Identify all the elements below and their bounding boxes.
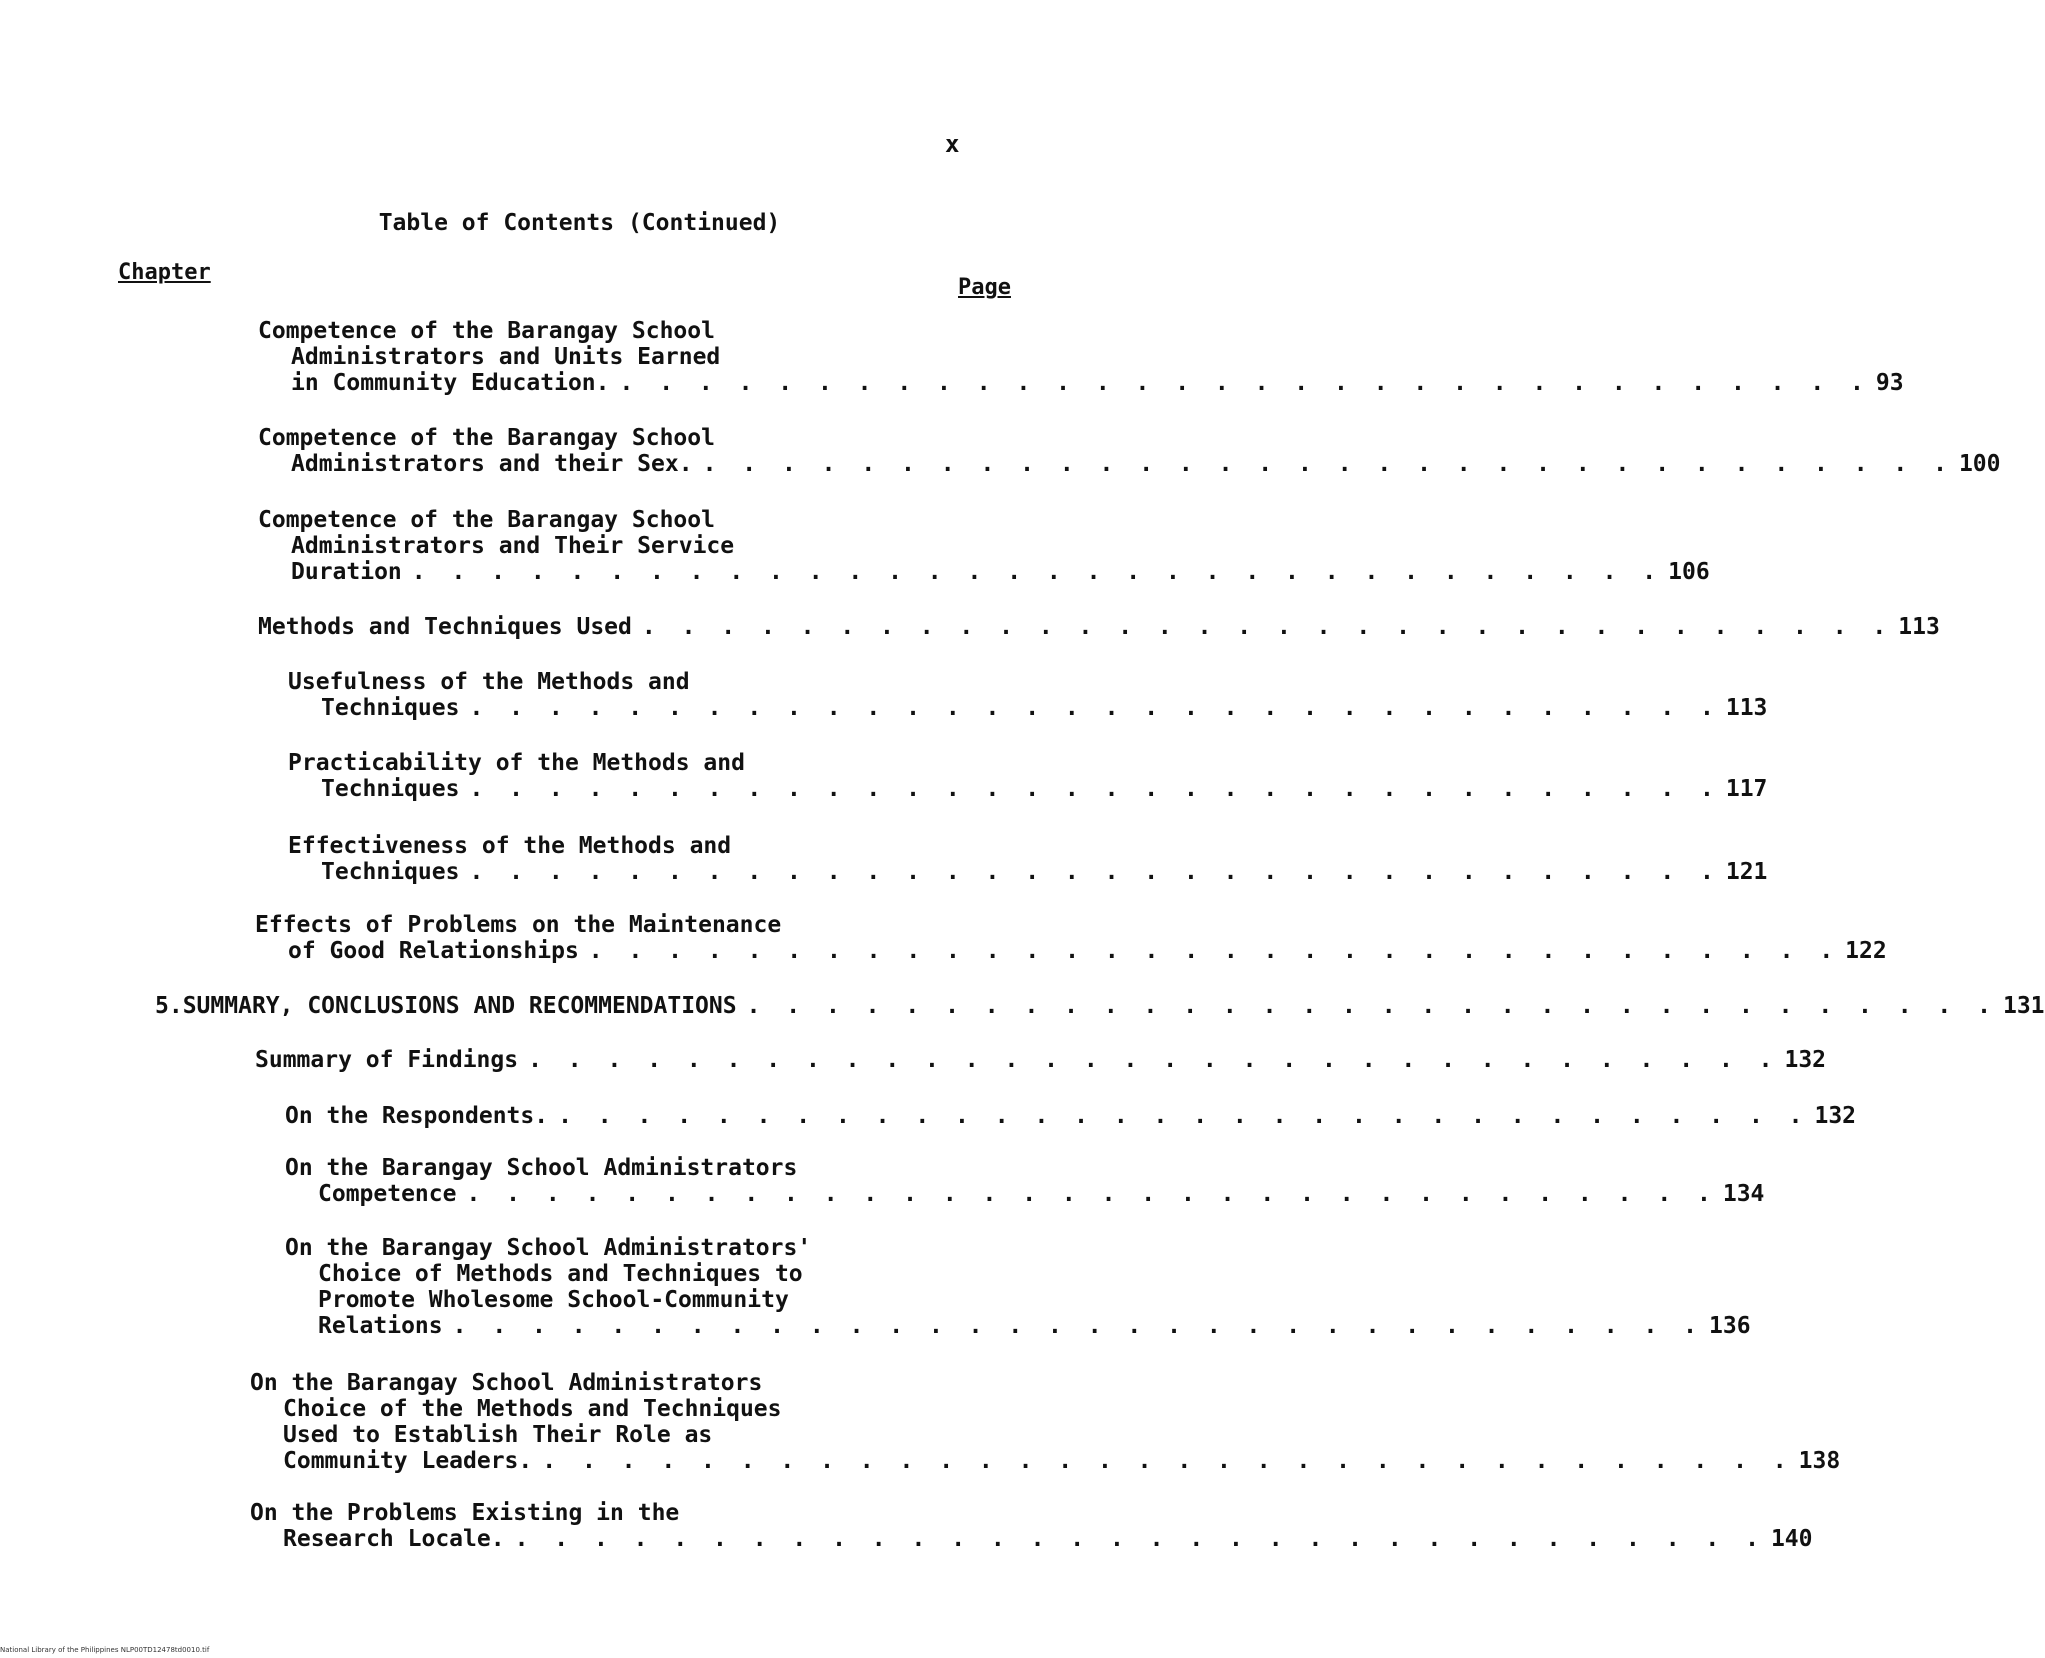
toc-page-number: 132 (1814, 1103, 1857, 1129)
dot-leader: . . . . . . . . . . . . . . . . . . . . . . . . . . . . . . . . (466, 1181, 1717, 1207)
toc-entry-line: Competence of the Barangay School (258, 318, 715, 344)
toc-entry (250, 1500, 1813, 1552)
toc-entry-last-line (285, 1103, 1857, 1129)
toc-entry-line: in Community Education. (291, 370, 610, 396)
toc-entry-line: Methods and Techniques Used (258, 614, 632, 640)
toc-entry-line: Choice of the Methods and Techniques (283, 1396, 782, 1422)
toc-entry (285, 1235, 1751, 1339)
toc-entry-line: Effects of Problems on the Maintenance (255, 912, 782, 938)
toc-page-number: 122 (1845, 938, 1887, 964)
toc-page-number: 140 (1770, 1526, 1813, 1552)
dot-leader: . . . . . . . . . . . . . . . . . . . . . . . . . . . . . . . . (746, 993, 1997, 1019)
toc-entry-last-line (258, 451, 2001, 477)
toc-entry-last-line (288, 859, 1768, 885)
toc-page-number: 93 (1875, 370, 1904, 396)
dot-leader: . . . . . . . . . . . . . . . . . . . . . . . . . . . . . . . . (411, 559, 1663, 585)
toc-entry (258, 425, 2001, 477)
toc-page-number: 136 (1709, 1313, 1751, 1339)
toc-entry-line: Techniques (321, 695, 460, 721)
toc-entry-line: On the Barangay School Administrators (250, 1370, 763, 1396)
toc-entry-last-line (288, 776, 1768, 802)
chapter-number: 5. (155, 993, 183, 1019)
toc-entry-line: of Good Relationships (288, 938, 579, 964)
toc-page-number: 113 (1898, 614, 1940, 640)
toc-entry (258, 614, 1940, 640)
toc-entry-line: Competence of the Barangay School (258, 507, 715, 533)
toc-entry-last-line (288, 695, 1768, 721)
toc-entry-last-line (258, 559, 1710, 585)
toc-page-number: 132 (1784, 1047, 1827, 1073)
dot-leader: . . . . . . . . . . . . . . . . . . . . . . . . . . . . . . . . (702, 451, 1953, 477)
toc-entry-last-line (255, 938, 1887, 964)
scan-footer: National Library of the Philippines NLP00TD12478td0010.tif (0, 1646, 210, 1654)
toc-entry (258, 318, 1904, 396)
toc-entry-last-line (155, 993, 2045, 1019)
toc-entry-line: Practicability of the Methods and (288, 750, 745, 776)
chapter-column-header: Chapter (118, 260, 211, 285)
toc-entry-line: On the Barangay School Administrators' (285, 1235, 812, 1261)
toc-entry-last-line (285, 1181, 1765, 1207)
dot-leader: . . . . . . . . . . . . . . . . . . . . . . . . . . . . . . . . (469, 859, 1720, 885)
toc-entry-last-line (255, 1047, 1827, 1073)
toc-entry-line: Techniques (321, 859, 460, 885)
toc-entry-line: Research Locale. (283, 1526, 505, 1552)
dot-leader: . . . . . . . . . . . . . . . . . . . . . . . . . . . . . . . . (469, 695, 1720, 721)
toc-entry-line: Administrators and their Sex. (291, 451, 693, 477)
dot-leader: . . . . . . . . . . . . . . . . . . . . . . . . . . . . . . . . (558, 1103, 1809, 1129)
toc-entry-line: Techniques (321, 776, 460, 802)
toc-entry (285, 1103, 1857, 1129)
toc-entry (255, 1047, 1827, 1073)
toc-page-number: 100 (1958, 451, 2001, 477)
toc-page-number: 138 (1798, 1448, 1841, 1474)
toc-entry-last-line (258, 370, 1904, 396)
dot-leader: . . . . . . . . . . . . . . . . . . . . . . . . . . . . . . . . (528, 1047, 1779, 1073)
toc-entry-line: Promote Wholesome School-Community (318, 1287, 789, 1313)
toc-page-number: 106 (1668, 559, 1710, 585)
toc-entry-line: Competence (318, 1181, 457, 1207)
toc-entry (288, 750, 1768, 802)
toc-entry (288, 833, 1768, 885)
toc-entry (285, 1155, 1765, 1207)
dot-leader: . . . . . . . . . . . . . . . . . . . . . . . . . . . . . . . . (542, 1448, 1793, 1474)
toc-entry (250, 1370, 1841, 1474)
toc-entry-line: Competence of the Barangay School (258, 425, 715, 451)
toc-entry (258, 507, 1710, 585)
toc-entry-line: Usefulness of the Methods and (288, 669, 690, 695)
toc-entry-line: Community Leaders. (283, 1448, 533, 1474)
dot-leader: . . . . . . . . . . . . . . . . . . . . . . . . . . . . . . . . (588, 938, 1840, 964)
toc-entry-last-line (250, 1448, 1841, 1474)
toc-entry-line: On the Problems Existing in the (250, 1500, 680, 1526)
toc-entry-line: Choice of Methods and Techniques to (318, 1261, 803, 1287)
toc-entry-last-line (258, 614, 1940, 640)
toc-entry-last-line (285, 1313, 1751, 1339)
toc-chapter-entry (155, 993, 2045, 1019)
toc-page-number: 113 (1725, 695, 1768, 721)
toc-entry-line: Effectiveness of the Methods and (288, 833, 732, 859)
toc-entry-line: Summary of Findings (255, 1047, 519, 1073)
toc-entry-line: Relations (318, 1313, 443, 1339)
dot-leader: . . . . . . . . . . . . . . . . . . . . . . . . . . . . . . . . (641, 614, 1893, 640)
page-number: x (945, 130, 960, 158)
toc-page-number: 117 (1725, 776, 1768, 802)
toc-entry (288, 669, 1768, 721)
page-column-header: Page (958, 275, 1011, 300)
dot-leader: . . . . . . . . . . . . . . . . . . . . . . . . . . . . . . . . (514, 1526, 1765, 1552)
toc-entry-line: Administrators and Units Earned (291, 344, 721, 370)
dot-leader: . . . . . . . . . . . . . . . . . . . . . . . . . . . . . . . . (452, 1313, 1703, 1339)
toc-entry-line: On the Respondents. (285, 1103, 549, 1129)
toc-entry-line: Administrators and Their Service (291, 533, 735, 559)
toc-entry-line: SUMMARY, CONCLUSIONS AND RECOMMENDATIONS (182, 993, 737, 1019)
toc-entry-line: On the Barangay School Administrators (285, 1155, 798, 1181)
toc-page-number: 134 (1722, 1181, 1765, 1207)
toc-entry (255, 912, 1887, 964)
toc-entry-line: Used to Establish Their Role as (283, 1422, 713, 1448)
page-title: Table of Contents (Continued) (378, 210, 781, 236)
toc-entry-line: Duration (291, 559, 402, 585)
dot-leader: . . . . . . . . . . . . . . . . . . . . . . . . . . . . . . . . (469, 776, 1720, 802)
toc-page-number: 121 (1725, 859, 1768, 885)
toc-entry-last-line (250, 1526, 1813, 1552)
dot-leader: . . . . . . . . . . . . . . . . . . . . . . . . . . . . . . . . (619, 370, 1870, 396)
toc-page-number: 131 (2002, 993, 2045, 1019)
